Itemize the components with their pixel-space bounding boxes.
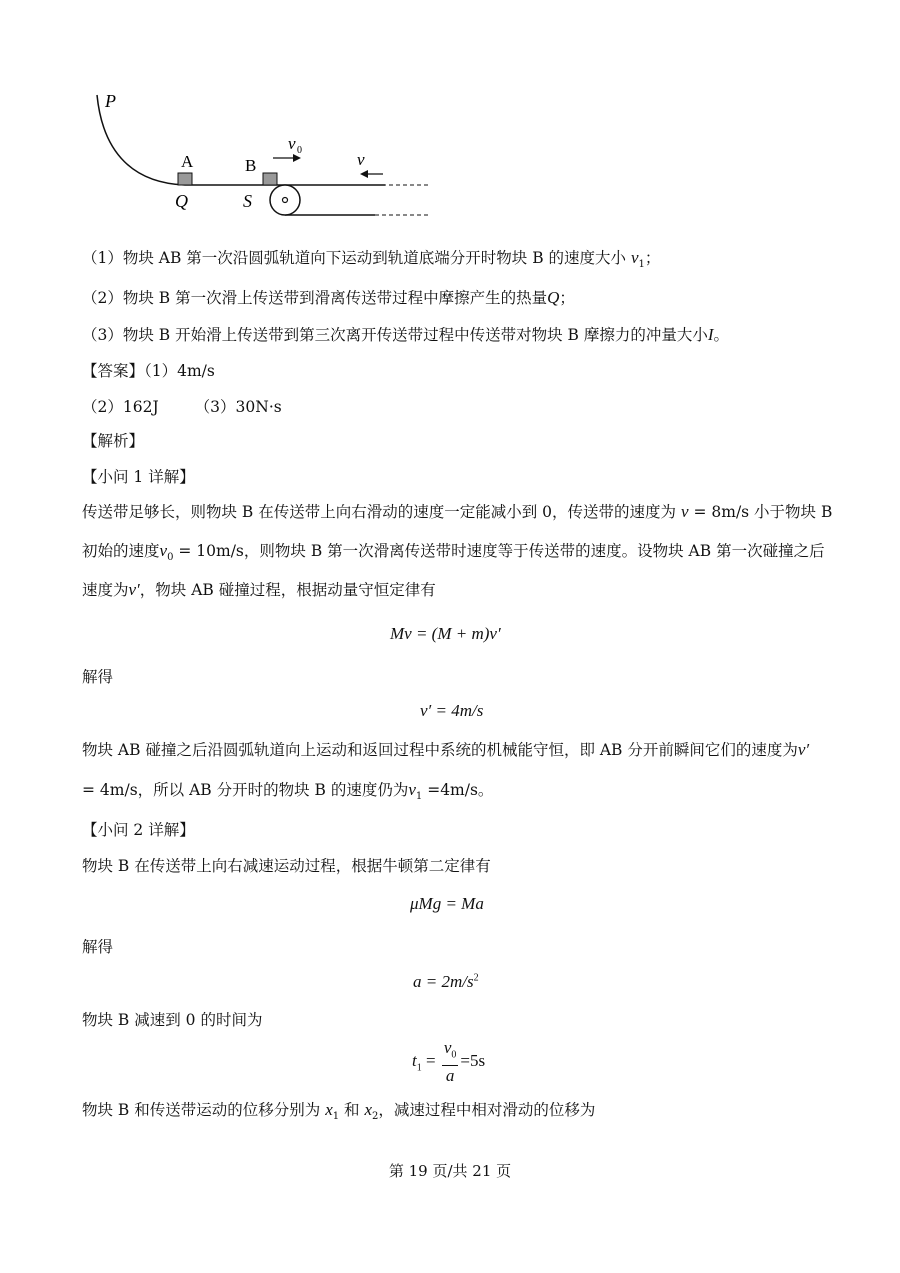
question-1: （1）物块 AB 第一次沿圆弧轨道向下运动到轨道底端分开时物块 B 的速度大小 $v_1$； [82,248,661,271]
part2-equation-newton: μMg = Ma [410,894,484,913]
part2-solve-1: 解得 [82,938,114,956]
part1-para2: 初始的速度$v_0 = 10m/s$，则物块 B 第一次滑离传送带时速度等于传送带的速度。设物块 AB 第一次碰撞之后 [82,541,825,564]
part2-equation-acceleration: $a = 2m/s^2$ [413,972,479,991]
question-2: （2）物块 B 第一次滑上传送带到滑离传送带过程中摩擦产生的热量Q； [82,288,575,307]
label-P: P [105,91,116,111]
part1-para3: 速度为v′，物块 AB 碰撞过程，根据动量守恒定律有 [82,580,436,599]
part1-equation-momentum: Mv = (M + m)v′ [390,624,501,643]
part1-solve-1: 解得 [82,668,114,686]
block-B [263,173,277,185]
page-footer: 第 19 页/共 21 页 [388,1162,512,1180]
block-A [178,173,192,185]
part1-para1: 传送带足够长，则物块 B 在传送带上向右滑动的速度一定能减小到 0，传送带的速度为 v = 8m/s 小于物块 B [82,502,833,521]
part1-para5: = 4m/s，所以 AB 分开时的物块 B 的速度仍为$v_1 =4m/s$。 [82,780,494,803]
part2-para1: 物块 B 在传送带上向右减速运动过程，根据牛顿第二定律有 [82,857,491,875]
pulley-wheel [270,185,300,215]
conveyor-diagram [85,85,445,225]
analysis-heading: 【解析】 [82,432,145,450]
label-A: A [181,152,194,171]
arc-track [97,95,385,185]
label-v: v [357,150,365,169]
label-v0: v [288,134,296,153]
part2-heading: 【小问 2 详解】 [82,821,195,839]
part1-para4: 物块 AB 碰撞之后沿圆弧轨道向上运动和返回过程中系统的机械能守恒，即 AB 分开前瞬间它们的速度为v′ [82,740,810,759]
label-B: B [245,156,257,175]
v-arrow-head [360,170,368,178]
label-v0-sub: 0 [297,145,302,156]
part1-heading: 【小问 1 详解】 [82,468,195,486]
part2-para2: 物块 B 减速到 0 的时间为 [82,1011,263,1029]
part2-equation-time: $t_1$ = $\frac{v_0}{a}$ =5s [412,1038,486,1086]
answer-line-1: 【答案】（1）4m/s [82,362,215,380]
part1-equation-result: v′ = 4m/s [420,701,484,720]
time-fraction: $\frac{v_0}{a}$ [443,1038,457,1086]
question-3: （3）物块 B 开始滑上传送带到第三次离开传送带过程中传送带对物块 B 摩擦力的冲量大小I。 [82,325,730,344]
answer-line-2: （2）162J （3）30N·s [82,398,282,416]
label-Q: Q [175,191,188,211]
part2-para3: 物块 B 和传送带运动的位移分别为 $x_1$ 和 $x_2$，减速过程中相对滑动的位移为 [82,1100,596,1123]
label-S: S [243,191,252,211]
